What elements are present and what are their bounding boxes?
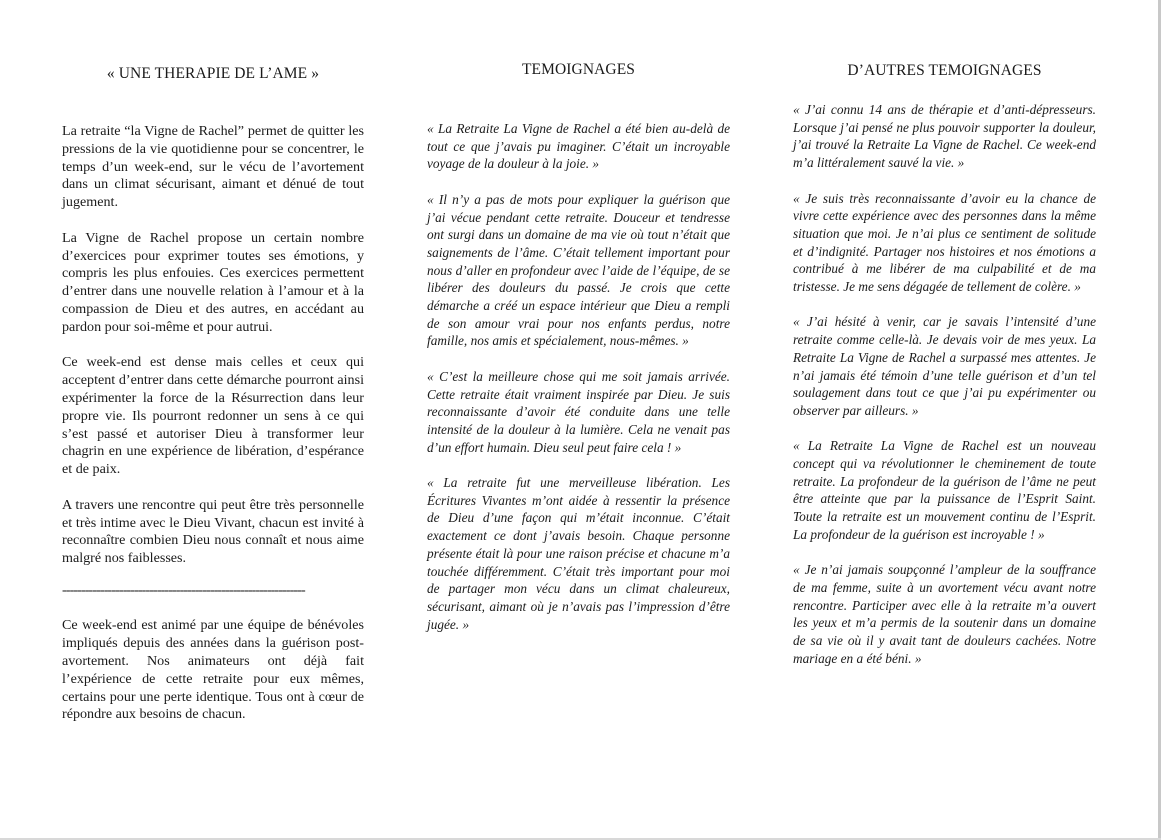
testimonial-quote: « Il n’y a pas de mots pour expliquer la guérison que j’ai vécue pendant cette retraite. Douceur et tendresse ont surgi dans un domaine de ma vie où tout n’était que saignements de l’âme. C’était tellement important pour nous d’aller en profondeur avec l’aide de l’équipe, de se libérer des douleurs du passé. Je crois que cette démarche a créé un espace intérieur que Dieu a rempli de son amour vrai pour nos enfants perdus, notre famille, nos amis et spécialement, nous-mêmes. » (427, 191, 730, 349)
testimonial-quote: « J’ai connu 14 ans de thérapie et d’anti-dépresseurs. Lorsque j’ai pensé ne plus pouvoir supporter la douleur, j’ai trouvé la Retraite La Vigne de Rachel. Ce week-end m’a littéralement sauvé la vie. » (793, 102, 1096, 171)
testimonial-quote: « La retraite fut une merveilleuse libération. Les Écritures Vivantes m’ont aidée à ressentir la présence de Dieu d’une façon qui m’était inconnue. C’était exactement ce dont j’avais besoin. Chaque personne présente était là pour une raison précise et chacune m’a touchée différemment. C’était très important pour moi de partager mon vécu dans un climat chaleureux, sécurisant, aimant où je n’avais pas l’impression d’être jugée. » (427, 475, 730, 632)
dashed-separator: ---------------------------------------------------------------- (62, 581, 305, 598)
other-testimonials-heading: D’AUTRES TEMOIGNAGES (847, 62, 1042, 79)
therapy-paragraph: Ce week-end est dense mais celles et ceux qui acceptent d’entrer dans cette démarche pourront ainsi expérimenter la force de la Résurrection dans leur propre vie. Ils pourront redonner un sens à ce qui s’est passé et autoriser Dieu à transformer leur chagrin en une expérience de libération, d’espérance et de paix. (62, 354, 364, 478)
therapy-paragraph: La Vigne de Rachel propose un certain nombre d’exercices pour exprimer toutes ses émotions, y compris les plus enfouies. Ces exercices permettent d’entrer dans une nouvelle relation à l’amour et à la compassion de Dieu et des autres, en accédant au pardon pour soi-même et pour autrui. (62, 229, 364, 335)
therapy-body (62, 123, 364, 742)
testimonial-quote: « C’est la meilleure chose qui me soit jamais arrivée. Cette retraite était vraiment inspirée par Dieu. Je suis reconnaissante d’avoir été conduite dans une telle intensité de la douleur à la lumière. Cela ne venait pas d’un effort humain. Dieu seul peut faire cela ! » (427, 368, 730, 455)
other-testimonials-body (793, 101, 1096, 685)
testimonial-quote: « Je n’ai jamais soupçonné l’ampleur de la souffrance de ma femme, suite à un avortement vécu avant notre rencontre. Participer avec elle à la retraite m’a ouvert les yeux et m’a permis de la soutenir dans un domaine de sa vie où il y avait tant de douleurs cachées. Notre mariage en a été béni. » (793, 562, 1096, 666)
testimonial-quote: « La Retraite La Vigne de Rachel a été bien au-delà de tout ce que j’avais pu imaginer. C’était un incroyable voyage de la douleur à la joie. » (427, 121, 730, 172)
team-paragraph: Ce week-end est animé par une équipe de bénévoles impliqués depuis des années dans la guérison post-avortement. Nos animateurs ont déjà fait l’expérience de cette retraite pour eux mêmes, certains pour une perte identique. Tous ont à cœur de répondre aux besoins de chacun. (62, 617, 364, 723)
testimonials-heading: TEMOIGNAGES (521, 61, 636, 78)
testimonial-quote: « J’ai hésité à venir, car je savais l’intensité d’une retraite comme celle-là. Je devais voir de mes yeux. La Retraite La Vigne de Rachel a surpassé mes attentes. Je n’ai jamais été témoin d’une telle guérison et d’un tel soulagement dans tout ce que j’ai pu expérimenter ou observer par ailleurs. » (793, 314, 1096, 418)
therapy-paragraph: La retraite “la Vigne de Rachel” permet de quitter les pressions de la vie quotidienne pour se concentrer, le temps d’un week-end, sur le vécu de l’avortement dans un climat sécurisant, aimant et dénué de tout jugement. (62, 123, 364, 211)
testimonial-quote: « La Retraite La Vigne de Rachel est un nouveau concept qui va révolutionner le cheminement de toute retraite. La profondeur de la guérison de l’âme ne peut être atteinte que par la puissance de l’Esprit Saint. Toute la retraite est un mouvement continu de l’Esprit. La profondeur de la guérison est incroyable ! » (793, 438, 1096, 542)
therapy-paragraph: A travers une rencontre qui peut être très personnelle et très intime avec le Dieu Vivant, chacun est invité à reconnaître combien Dieu nous connaît et nous aime malgré nos faiblesses. (62, 496, 364, 567)
testimonials-body (427, 120, 730, 651)
testimonial-quote: « Je suis très reconnaissante d’avoir eu la chance de vivre cette expérience avec des personnes dans la même situation que moi. Je n’ai plus ce sentiment de solitude et d’indignité. Partager nos histoires et nos émotions a contribué à me libérer de ma culpabilité et de ma tristesse. Je me sens dégagée de tellement de colère. » (793, 190, 1096, 295)
therapy-heading: « UNE THERAPIE DE L’AME » (106, 65, 320, 82)
